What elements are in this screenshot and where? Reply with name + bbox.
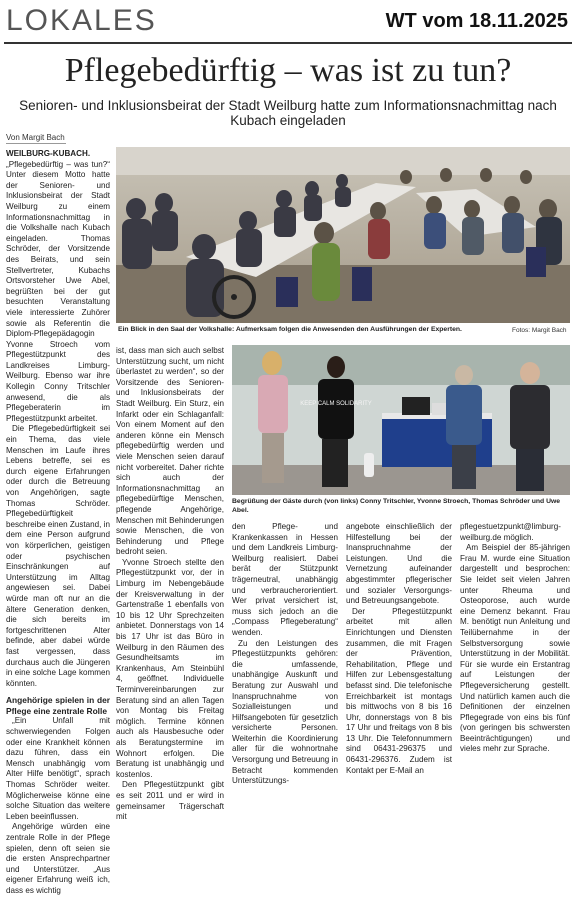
article-column-4 bbox=[346, 522, 452, 775]
header-rule bbox=[4, 42, 572, 44]
article-column-3 bbox=[232, 522, 338, 786]
paragraph: angebote einschließlich der Hilfestellung bei der Inanspruchnahme der Leistungen. Und die Vernetzung aufeinander abgestimmter pflegerischer und sozialer Versorgungs- und Betreuungsangebote. bbox=[346, 522, 452, 606]
page-header bbox=[0, 0, 576, 44]
sweater-text: KEEP CALM SOLIDARITY bbox=[300, 401, 372, 407]
paragraph: Zu den Leistungen des Pflegestützpunkts gehören: die umfassende, unabhängige Auskunft und Beratung zur Auswahl und Inanspruchnahme von Sozialleistungen und Hilfsangeboten für gesetzlich versicherte Personen. Weiterhin die Koordinierung aller für die wohnortnahe Versorgung und Betreuung in Betracht kommenden Unterstützungs- bbox=[232, 638, 338, 786]
paragraph: „Ein Unfall mit schwerwiegenden Folgen oder eine Krankheit können dazu führen, dass ein Mensch unabhängig vom Alter Hilfe benötigt“, sprach Thomas Schröder weiter. Möglicherweise könne eine solche Situation das weitere Leben beeinflussen. bbox=[6, 716, 110, 821]
dateline: WEILBURG-KUBACH. bbox=[6, 149, 91, 158]
section-subheading: Angehörige spielen in der Pflege eine zentrale Rolle bbox=[6, 695, 110, 716]
speakers-photo-caption: Begrüßung der Gäste durch (von links) Conny Tritschler, Yvonne Stroech, Thomas Schröder und Uwe Abel. bbox=[232, 498, 561, 514]
paragraph: den Pflege- und Krankenkassen in Hessen und dem Landkreis Limburg-Weilburg realisiert. Dabei berät der Stützpunkt trägerneutral, unabhängig und verbraucherorientiert. Wer privat versichert ist, muss sich jedoch an die „Compass Pflegeberatung“ wenden. bbox=[232, 522, 338, 637]
photo-credit: Fotos: Margit Bach bbox=[512, 327, 567, 334]
byline: Von Margit Bach bbox=[6, 133, 65, 142]
audience-photo bbox=[116, 147, 570, 323]
paragraph: Am Beispiel der 85-jährigen Frau M. wurde eine Situation dargestellt und besprochen: Sie leidet seit vielen Jahren unter Rheuma und Osteoporose, auch wurde eine Demenz bekannt. Frau M. benötigt nun Anleitung und Teilübernahme in der Selbstversorgung sowie Unterstützung in der Mobilität. Für sie wurde ein Erstantrag auf Leistungen der Pflegeversicherung gestellt. Und natürlich kamen auch die Definitionen der einzelnen Pflegegrade von eins bis fünf (von geringen bis schwersten Beeinträchtigungen) und vieles mehr zur Sprache. bbox=[460, 543, 570, 754]
paragraph: Yvonne Stroech stellte den Pflegestützpunkt vor, der in Limburg im Nebengebäude der Kreisverwaltung in der Gartenstraße 1 ebenfalls von 10 bis 12 Uhr Sprechzeiten anbietet. Donnerstags von 14 bis 17 Uhr ist das Büro in Weilburg in den Räumen des Gesundheitsamts im Krankenhaus, Am Steinbühl 4, geöffnet. Individuelle Terminvereinbarungen zur Beratung sind an allen Tagen von Montag bis Freitag möglich. Termine können auch als Hausbesuche oder als Beratungstermine im Wohnort erfolgen. Die Beratung ist unabhängig und kostenlos. bbox=[116, 557, 224, 779]
article-subheadline: Senioren- und Inklusionsbeirat der Stadt Weilburg hatte zum Informationsnachmittag nach Kubach eingeladen bbox=[19, 98, 557, 128]
paragraph: Die Pflegebedürftigkeit sei ein Thema, das viele Menschen im Laufe ihres Lebens betreffe, sei es durch eigene Erfahrungen oder durch die Betreuung von Angehörigen, sagte Thomas Schröder. Pflegebedürftigkeit beschreibe einen Zustand, in dem eine Person aufgrund von körperlichen, geistigen oder psychischen Einschränkungen auf Unterstützung im Alltag angewiesen sei. Dabei würde man oft nur an die ältere Generation denken, die sich bereits im fortgeschrittenen Alter befinde, aber dabei würde fast vergessen, dass durchaus auch die Jüngeren in eine solche Lage kommen könnten. bbox=[6, 424, 110, 688]
article-headline: Pflegebedürftig – was ist zu tun? bbox=[64, 52, 512, 89]
edition-date: WT vom 18.11.2025 bbox=[385, 10, 568, 32]
article-column-2 bbox=[116, 346, 224, 822]
byline-rule bbox=[6, 143, 66, 144]
paragraph: Den Pflegestützpunkt gibt es seit 2011 und er wird in gemeinsamer Trägerschaft mit bbox=[116, 780, 224, 822]
paragraph: Angehörige würden eine zentrale Rolle in der Pflege spielen, denn oft seien sie die ersten Ansprechpartner und Unterstützer. „Aus eigener Erfahrung weiß ich, dass es wichtig bbox=[6, 822, 110, 895]
paragraph: „Pflegebedürftig – was tun?“ Unter diesem Motto hatte der Senioren- und Inklusionsbeirat der Stadt Weilburg zu einem Informationsnachmittag in die Volkshalle nach Kubach eingeladen. Thomas Schröder, der Vorsitzende des Beirats, und sein Stellvertreter, Kubachs Ortsvorsteher Uwe Abel, begrüßten bei der gut besuchten Veranstaltung viele interessierte Zuhörer sowie als Referentin die Diplom-Pflegepädagogin Yvonne Stroech vom Pflegestützpunkt des Landkreises Limburg-Weilburg. Ebenso war ihre Kollegin Conny Tritschler anwesend, die als Pflegeberaterin im Pflegestützpunkt arbeitet. bbox=[6, 159, 110, 423]
paragraph: pflegestuetzpunkt@limburg-weilburg.de möglich. bbox=[460, 522, 561, 542]
speakers-photo bbox=[232, 345, 570, 495]
section-title: LOKALES bbox=[6, 4, 157, 37]
article-column-5 bbox=[460, 522, 570, 754]
paragraph: ist, dass man sich auch selbst Unterstützung sucht, um nicht überlastet zu werden“, so der Vorsitzende des Senioren- und Inklusionsbeirats der Stadt Weilburg. Ein Sturz, ein Infarkt oder ein Schlaganfall: Von einem Moment auf den anderen könne ein Mensch pflegebedürftig werden und viele Menschen seien darauf nicht vorbereitet. Daher richte sich auch der Informationsnachmittag an pflegebedürftige Menschen, pflegende Angehörige, Menschen mit Behinderungen sowie Menschen, die von Behinderung und Pflege bedroht seien. bbox=[116, 346, 224, 557]
paragraph: Der Pflegestützpunkt arbeitet mit allen Einrichtungen und Diensten zusammen, die mit Fragen der Prävention, Rehabilitation, Pflege und Hilfen zur Lebensgestaltung befasst sind. Die telefonische Erreichbarkeit ist montags bis mittwochs von 8 bis 16 Uhr, donnerstags von 8 bis 17 Uhr und freitags von 8 bis 13 Uhr. Die Telefonnummern sind 06431-296375 und 06431-296376. Zudem ist Kontakt per E-Mail an bbox=[346, 606, 452, 775]
audience-photo-caption: Ein Blick in den Saal der Volkshalle: Aufmerksam folgen die Anwesenden den Ausführungen der Experten. bbox=[118, 326, 462, 333]
article-column-1 bbox=[6, 149, 110, 895]
